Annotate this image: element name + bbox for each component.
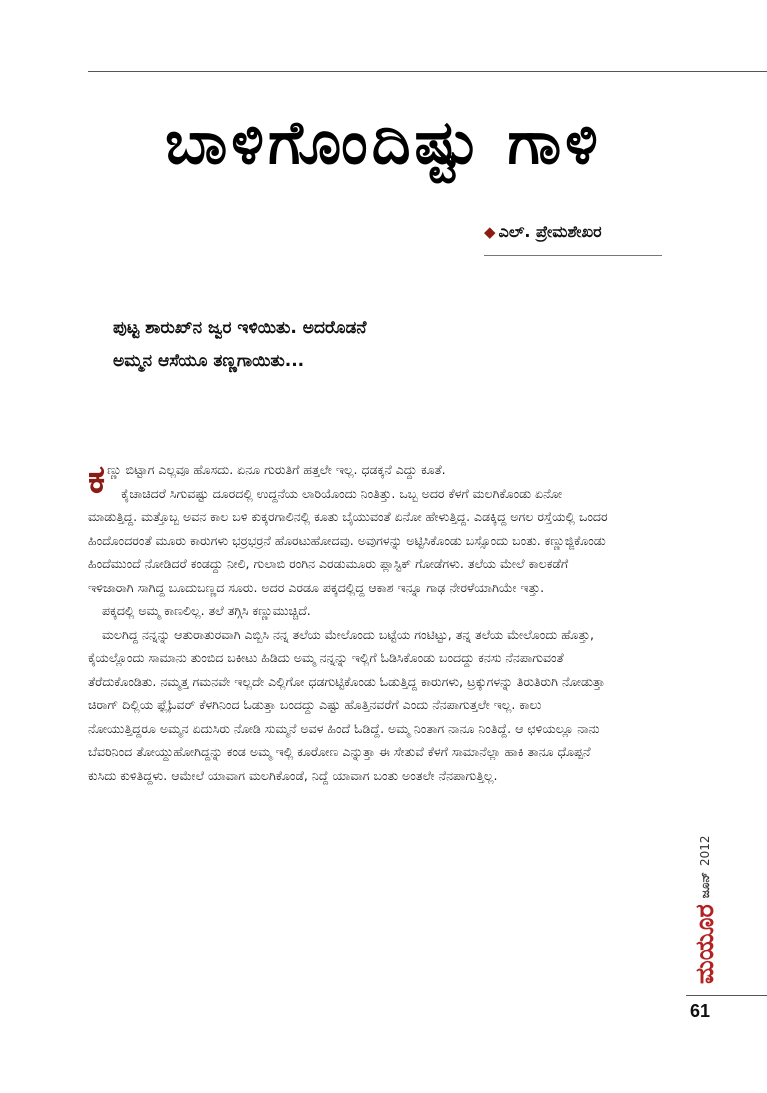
issue-year: 2012	[698, 835, 712, 866]
footer-divider	[686, 995, 767, 996]
magazine-logo: ಮಯೂರ	[690, 904, 719, 984]
diamond-bullet-icon: ◆	[484, 223, 496, 241]
magazine-sidebar	[686, 806, 724, 984]
body-paragraph	[88, 457, 608, 501]
body-paragraph: ಮಲಗಿದ್ದ ನನ್ನನ್ನು ಆತುರಾತುರವಾಗಿ ಎಬ್ಬಿಸಿ ನನ್ನ ತಲೆಯ ಮೇಲೊಂದು ಬಟ್ಟೆಯ ಗಂಟಿಟ್ಟು, ತನ್ನ ತಲೆಯ ಮೇಲೊಂದು ಹೊತ್ತು, ಕೈಯಲ್ಲೊಂದು ಸಾಮಾನು ತುಂಬಿದ ಬಕೀಟು ಹಿಡಿದು ಅಮ್ಮ ನನ್ನನ್ನು ಇಲ್ಲಿಗೆ ಓಡಿಸಿಕೊಂಡು ಬಂದದ್ದು ಕನಸು ನೆನಪಾಗುವಂತೆ ತೆರೆದುಕೊಂಡಿತು. ನಮ್ಮತ್ತ ಗಮನವೇ ಇಲ್ಲದೇ ಎಲ್ಲಿಗೋ ಧಡಗುಟ್ಟಿಕೊಂಡು ಓಡುತ್ತಿದ್ದ ಕಾರುಗಳು, ಟ್ರಕ್ಕುಗಳನ್ನು ತಿರುತಿರುಗಿ ನೋಡುತ್ತಾ ಚಿರಾಗ್ ದಿಲ್ಲಿಯ ಫ್ಲೈಓವರ್ ಕೆಳಗಿನಿಂದ ಓಡುತ್ತಾ ಬಂದದ್ದು ಎಷ್ಟು ಹೊತ್ತಿನವರೆಗೆ ಎಂದು ನೆನಪಾಗುತ್ತಲೇ ಇಲ್ಲ. ಕಾಲು ನೋಯುತ್ತಿದ್ದರೂ ಅಮ್ಮನ ಏದುಸಿರು ನೋಡಿ ಸುಮ್ಮನೆ ಅವಳ ಹಿಂದೆ ಓಡಿದ್ದೆ. ಅಮ್ಮ ನಿಂತಾಗ ನಾನೂ ನಿಂತಿದ್ದೆ. ಆ ಛಳಿಯಲ್ಲೂ ನಾನು ಬೆವರಿನಿಂದ ತೋಯ್ದುಹೋಗಿದ್ದನ್ನು ಕಂಡ ಅಮ್ಮ ಇಲ್ಲಿ ಕೂರೋಣ ಎನ್ನುತ್ತಾ ಈ ಸೇತುವೆ ಕೆಳಗೆ ಸಾಮಾನೆಲ್ಲಾ ಹಾಕಿ ತಾನೂ ಧೊಪ್ಪನೆ ಕುಸಿದು ಕುಳಿತಿದ್ದಳು. ಆಮೇಲೆ ಯಾವಾಗ ಮಲಗಿಕೊಂಡೆ, ನಿದ್ದೆ ಯಾವಾಗ ಬಂತು ಅಂತಲೇ ನೆನಪಾಗುತ್ತಿಲ್ಲ.	[88, 626, 606, 783]
tagline-line: ಪುಟ್ಟ ಶಾರುಖ್‌ನ ಜ್ವರ ಇಳಿಯಿತು. ಅದರೊಡನೆ	[113, 318, 367, 338]
article-tagline	[113, 312, 633, 378]
byline-underline	[484, 255, 662, 256]
article-title: ಬಾಳಿಗೊಂದಿಷ್ಟು ಗಾಳಿ	[165, 108, 602, 178]
body-paragraph: ಕೈಚಾಚಿದರೆ ಸಿಗುವಷ್ಟು ದೂರದಲ್ಲಿ ಉದ್ದನೆಯ ಲಾರಿಯೊಂದು ನಿಂತಿತ್ತು. ಒಬ್ಬ ಅದರ ಕೆಳಗೆ ಮಲಗಿಕೊಂಡು ಏನೋ ಮಾಡುತ್ತಿದ್ದ. ಮತ್ತೊಬ್ಬ ಅವನ ಕಾಲ ಬಳಿ ಕುಕ್ಕರಗಾಲಿನಲ್ಲಿ ಕೂತು ಬೈಯುವಂತೆ ಏನೋ ಹೇಳುತ್ತಿದ್ದ. ಎಡಕ್ಕಿದ್ದ ಅಗಲ ರಸ್ತೆಯಲ್ಲಿ ಒಂದರ ಹಿಂದೊಂದರಂತೆ ಮೂರು ಕಾರುಗಳು ಭರ್ರಭರ್ರನೆ ಹೊರಟುಹೋದವು. ಅವುಗಳನ್ನು ಅಟ್ಟಿಸಿಕೊಂಡು ಬಸ್ಸೊಂದು ಬಂತು. ಕಣ್ಣುಜ್ಜಿಕೊಂಡು ಹಿಂದೆಮುಂದೆ ನೋಡಿದರೆ ಕಂಡದ್ದು ನೀಲಿ, ಗುಲಾಬಿ ರಂಗಿನ ಎರಡುಮೂರು ಪ್ಲಾಸ್ಟಿಕ್ ಗೋಡೆಗಳು. ತಲೆಯ ಮೇಲೆ ಕಾಲಕಡೆಗೆ ಇಳಿಜಾರಾಗಿ ಸಾಗಿದ್ದ ಬೂದುಬಣ್ಣದ ಸೂರು. ಅದರ ಎರಡೂ ಪಕ್ಕದಲ್ಲಿದ್ದ ಆಕಾಶ ಇನ್ನೂ ಗಾಢ ನೇರಳೆಯಾಗಿಯೇ ಇತ್ತು.	[88, 485, 608, 595]
magazine-label	[686, 806, 724, 984]
tagline-line: ಅಮ್ಮನ ಆಸೆಯೂ ತಣ್ಣಗಾಯಿತು...	[113, 351, 305, 371]
top-divider	[88, 71, 767, 72]
paragraph-text: ಣ್ಣು ಬಿಟ್ಟಾಗ ಎಲ್ಲವೂ ಹೊಸದು. ಏನೂ ಗುರುತಿಗೆ ಹತ್ತಲೇ ಇಲ್ಲ. ಧಡಕ್ಕನೆ ಎದ್ದು ಕೂತೆ.	[107, 462, 446, 477]
issue-month: ಜೂನ್	[697, 871, 712, 899]
article-body	[88, 458, 608, 787]
drop-cap: ಕ	[88, 457, 106, 501]
page-number: 61	[690, 1001, 711, 1021]
body-paragraph: ಪಕ್ಕದಲ್ಲಿ ಅಮ್ಮ ಕಾಣಲಿಲ್ಲ. ತಲೆ ತಗ್ಗಿಸಿ ಕಣ್ಣುಮುಚ್ಚಿದೆ.	[102, 603, 311, 618]
byline	[484, 219, 662, 245]
author-name: ಎಲ್. ಪ್ರೇಮಶೇಖರ	[498, 222, 602, 241]
